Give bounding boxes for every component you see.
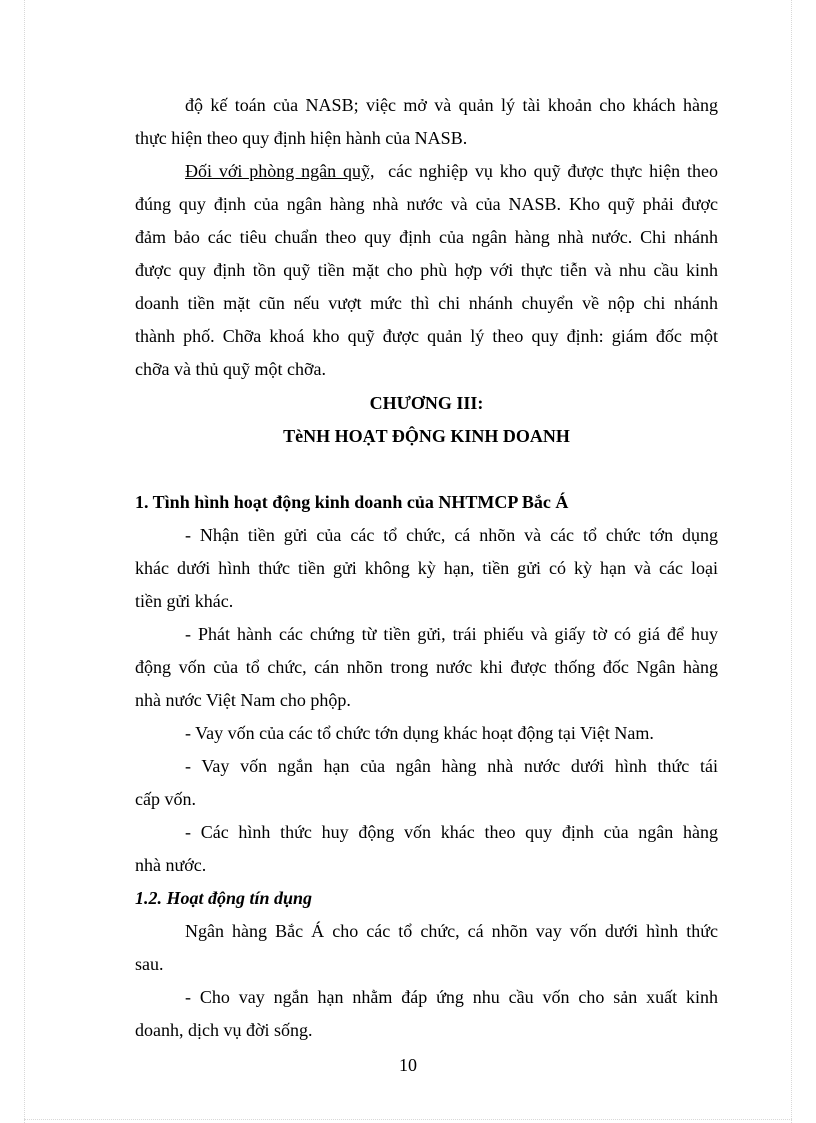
paragraph-line: - Các hình thức huy động vốn khác theo quy định của ngân hàng (185, 822, 718, 842)
chapter-subtitle: TèNH HOẠT ĐỘNG KINH DOANH (283, 426, 570, 446)
paragraph-line: thực hiện theo quy định hiện hành của NASB. (135, 128, 468, 148)
paragraph-line: thành phố. Chỡa khoá kho quỹ được quản lý theo quy định: giám đốc một (135, 326, 718, 346)
paragraph-line: - Cho vay ngắn hạn nhằm đáp ứng nhu cầu vốn cho sản xuất kinh (185, 987, 718, 1007)
paragraph-line: sau. (135, 954, 164, 974)
paragraph-line: doanh tiền mặt cũn nếu vượt mức thì chi nhánh chuyển về nộp chi nhánh (135, 293, 718, 313)
paragraph-text: các nghiệp vụ kho quỹ được thực hiện theo (388, 161, 718, 181)
paragraph-line: nhà nước Việt Nam cho phộp. (135, 690, 351, 710)
paragraph-line: - Phát hành các chứng từ tiền gửi, trái phiếu và giấy tờ có giá để huy (185, 624, 718, 644)
page-number: 10 (399, 1055, 417, 1075)
underlined-lead: Đối với phòng ngân quỹ, (185, 161, 375, 181)
paragraph-line: chỡa và thủ quỹ một chỡa. (135, 359, 326, 379)
subsection-heading: 1.2. Hoạt động tín dụng (135, 888, 313, 908)
paragraph-line: doanh, dịch vụ đời sống. (135, 1020, 313, 1040)
paragraph-line: cấp vốn. (135, 789, 196, 809)
paragraph-line: đúng quy định của ngân hàng nhà nước và của NASB. Kho quỹ phải được (135, 194, 718, 214)
paragraph-line: - Vay vốn của các tổ chức tớn dụng khác hoạt động tại Việt Nam. (185, 723, 654, 743)
paragraph-line: Ngân hàng Bắc Á cho các tổ chức, cá nhõn vay vốn dưới hình thức (185, 921, 718, 941)
paragraph-line (135, 159, 718, 183)
paragraph-line: - Nhận tiền gửi của các tổ chức, cá nhõn và các tổ chức tớn dụng (185, 525, 718, 545)
paragraph-line: đảm bảo các tiêu chuẩn theo quy định của ngân hàng nhà nước. Chi nhánh (135, 227, 718, 247)
section-heading: 1. Tình hình hoạt động kinh doanh của NHTMCP Bắc Á (135, 492, 569, 512)
paragraph-line: động vốn của tổ chức, cán nhõn trong nước khi được thống đốc Ngân hàng (135, 657, 718, 677)
paragraph-line: khác dưới hình thức tiền gửi không kỳ hạn, tiền gửi có kỳ hạn và các loại (135, 558, 718, 578)
paragraph-line: - Vay vốn ngắn hạn của ngân hàng nhà nước dưới hình thức tái (185, 756, 718, 776)
paragraph-line: nhà nước. (135, 855, 207, 875)
chapter-title: CHƯƠNG III: (369, 393, 484, 413)
page-border-bottom (24, 1119, 792, 1120)
paragraph-line: độ kế toán của NASB; việc mở và quản lý tài khoản cho khách hàng (185, 95, 718, 115)
paragraph-line: tiền gửi khác. (135, 591, 234, 611)
paragraph-line: được quy định tồn quỹ tiền mặt cho phù hợp với thực tiễn và nhu cầu kinh (135, 260, 718, 280)
